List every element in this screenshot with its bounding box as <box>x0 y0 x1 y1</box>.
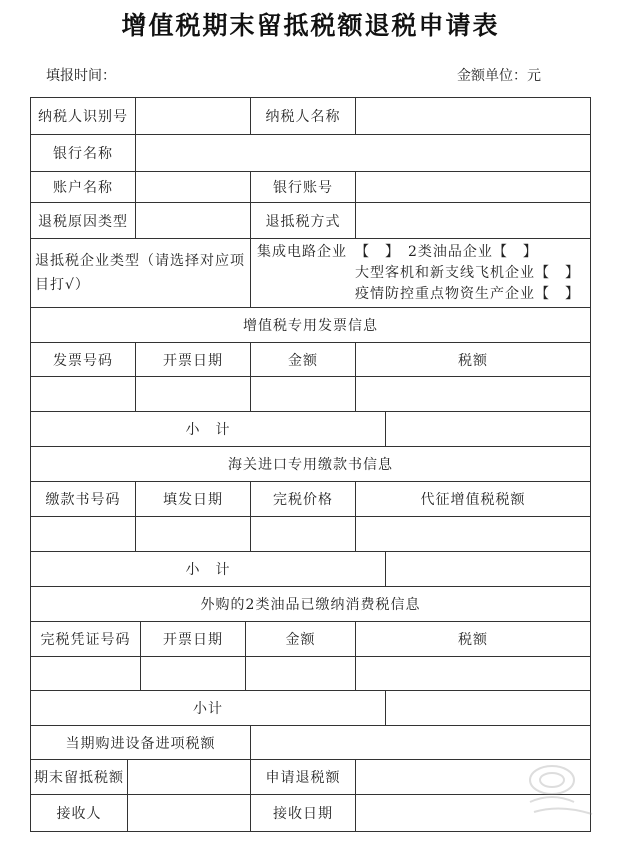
oil-header-certificate-no: 完税凭证号码 <box>30 621 141 657</box>
account-name-field[interactable] <box>135 171 251 203</box>
refund-reason-type-field[interactable] <box>135 202 251 239</box>
refund-reason-type-label: 退税原因类型 <box>30 202 136 239</box>
vat-invoice-date-field[interactable] <box>135 376 251 412</box>
bank-name-field[interactable] <box>135 134 591 172</box>
oil-header-amount: 金额 <box>245 621 356 657</box>
vat-tax-field[interactable] <box>355 376 591 412</box>
oil-tax-field[interactable] <box>355 656 591 691</box>
apply-refund-label: 申请退税额 <box>250 759 356 795</box>
enterprise-type-options[interactable] <box>250 238 591 308</box>
oil-header-tax: 税额 <box>355 621 591 657</box>
vat-header-invoice-date: 开票日期 <box>135 342 251 377</box>
vat-invoice-no-field[interactable] <box>30 376 136 412</box>
vat-amount-field[interactable] <box>250 376 356 412</box>
bank-name-label: 银行名称 <box>30 134 136 172</box>
oil-subtotal-field[interactable] <box>385 690 591 726</box>
equipment-tax-label: 当期购进设备进项税额 <box>30 725 251 760</box>
taxpayer-name-field[interactable] <box>355 97 591 135</box>
vat-subtotal-label: 小 计 <box>30 411 386 447</box>
customs-vat-amount-field[interactable] <box>355 516 591 552</box>
period-end-credit-label: 期末留抵税额 <box>30 759 128 795</box>
enterprise-option-3[interactable]: 疫情防控重点物资生产企业【 】 <box>355 285 580 302</box>
taxpayer-id-label: 纳税人识别号 <box>30 97 136 135</box>
oil-section-header: 外购的2类油品已缴纳消费税信息 <box>30 586 591 622</box>
enterprise-type-label: 退抵税企业类型（请选择对应项目打√） <box>30 238 251 308</box>
unit-label: 金额单位：元 <box>457 68 541 84</box>
customs-subtotal-label: 小 计 <box>30 551 386 587</box>
refund-method-field[interactable] <box>355 202 591 239</box>
oil-certificate-no-field[interactable] <box>30 656 141 691</box>
period-end-credit-field[interactable] <box>127 759 251 795</box>
customs-dutiable-price-field[interactable] <box>250 516 356 552</box>
receive-date-label: 接收日期 <box>250 794 356 832</box>
oil-amount-field[interactable] <box>245 656 356 691</box>
watermark-logo-icon <box>512 752 612 832</box>
receiver-field[interactable] <box>127 794 251 832</box>
vat-header-amount: 金额 <box>250 342 356 377</box>
vat-section-header: 增值税专用发票信息 <box>30 307 591 343</box>
customs-bill-no-field[interactable] <box>30 516 136 552</box>
enterprise-option-2[interactable]: 大型客机和新支线飞机企业【 】 <box>355 264 580 281</box>
customs-header-dutiable-price: 完税价格 <box>250 481 356 517</box>
customs-header-vat-amount: 代征增值税税额 <box>355 481 591 517</box>
oil-subtotal-label: 小计 <box>30 690 386 726</box>
customs-header-bill-no: 缴款书号码 <box>30 481 136 517</box>
customs-issue-date-field[interactable] <box>135 516 251 552</box>
form-title: 增值税期末留抵税额退税申请表 <box>121 11 500 40</box>
vat-header-invoice-no: 发票号码 <box>30 342 136 377</box>
vat-header-tax: 税额 <box>355 342 591 377</box>
bank-account-label: 银行账号 <box>250 171 356 203</box>
customs-section-header: 海关进口专用缴款书信息 <box>30 446 591 482</box>
receiver-label: 接收人 <box>30 794 128 832</box>
account-name-label: 账户名称 <box>30 171 136 203</box>
taxpayer-id-field[interactable] <box>135 97 251 135</box>
customs-header-issue-date: 填发日期 <box>135 481 251 517</box>
customs-subtotal-field[interactable] <box>385 551 591 587</box>
fill-time-label: 填报时间： <box>46 68 116 84</box>
vat-subtotal-field[interactable] <box>385 411 591 447</box>
bank-account-field[interactable] <box>355 171 591 203</box>
taxpayer-name-label: 纳税人名称 <box>250 97 356 135</box>
enterprise-option-1[interactable]: 集成电路企业 【 】 2类油品企业【 】 <box>257 243 538 260</box>
oil-invoice-date-field[interactable] <box>140 656 246 691</box>
refund-method-label: 退抵税方式 <box>250 202 356 239</box>
oil-header-invoice-date: 开票日期 <box>140 621 246 657</box>
